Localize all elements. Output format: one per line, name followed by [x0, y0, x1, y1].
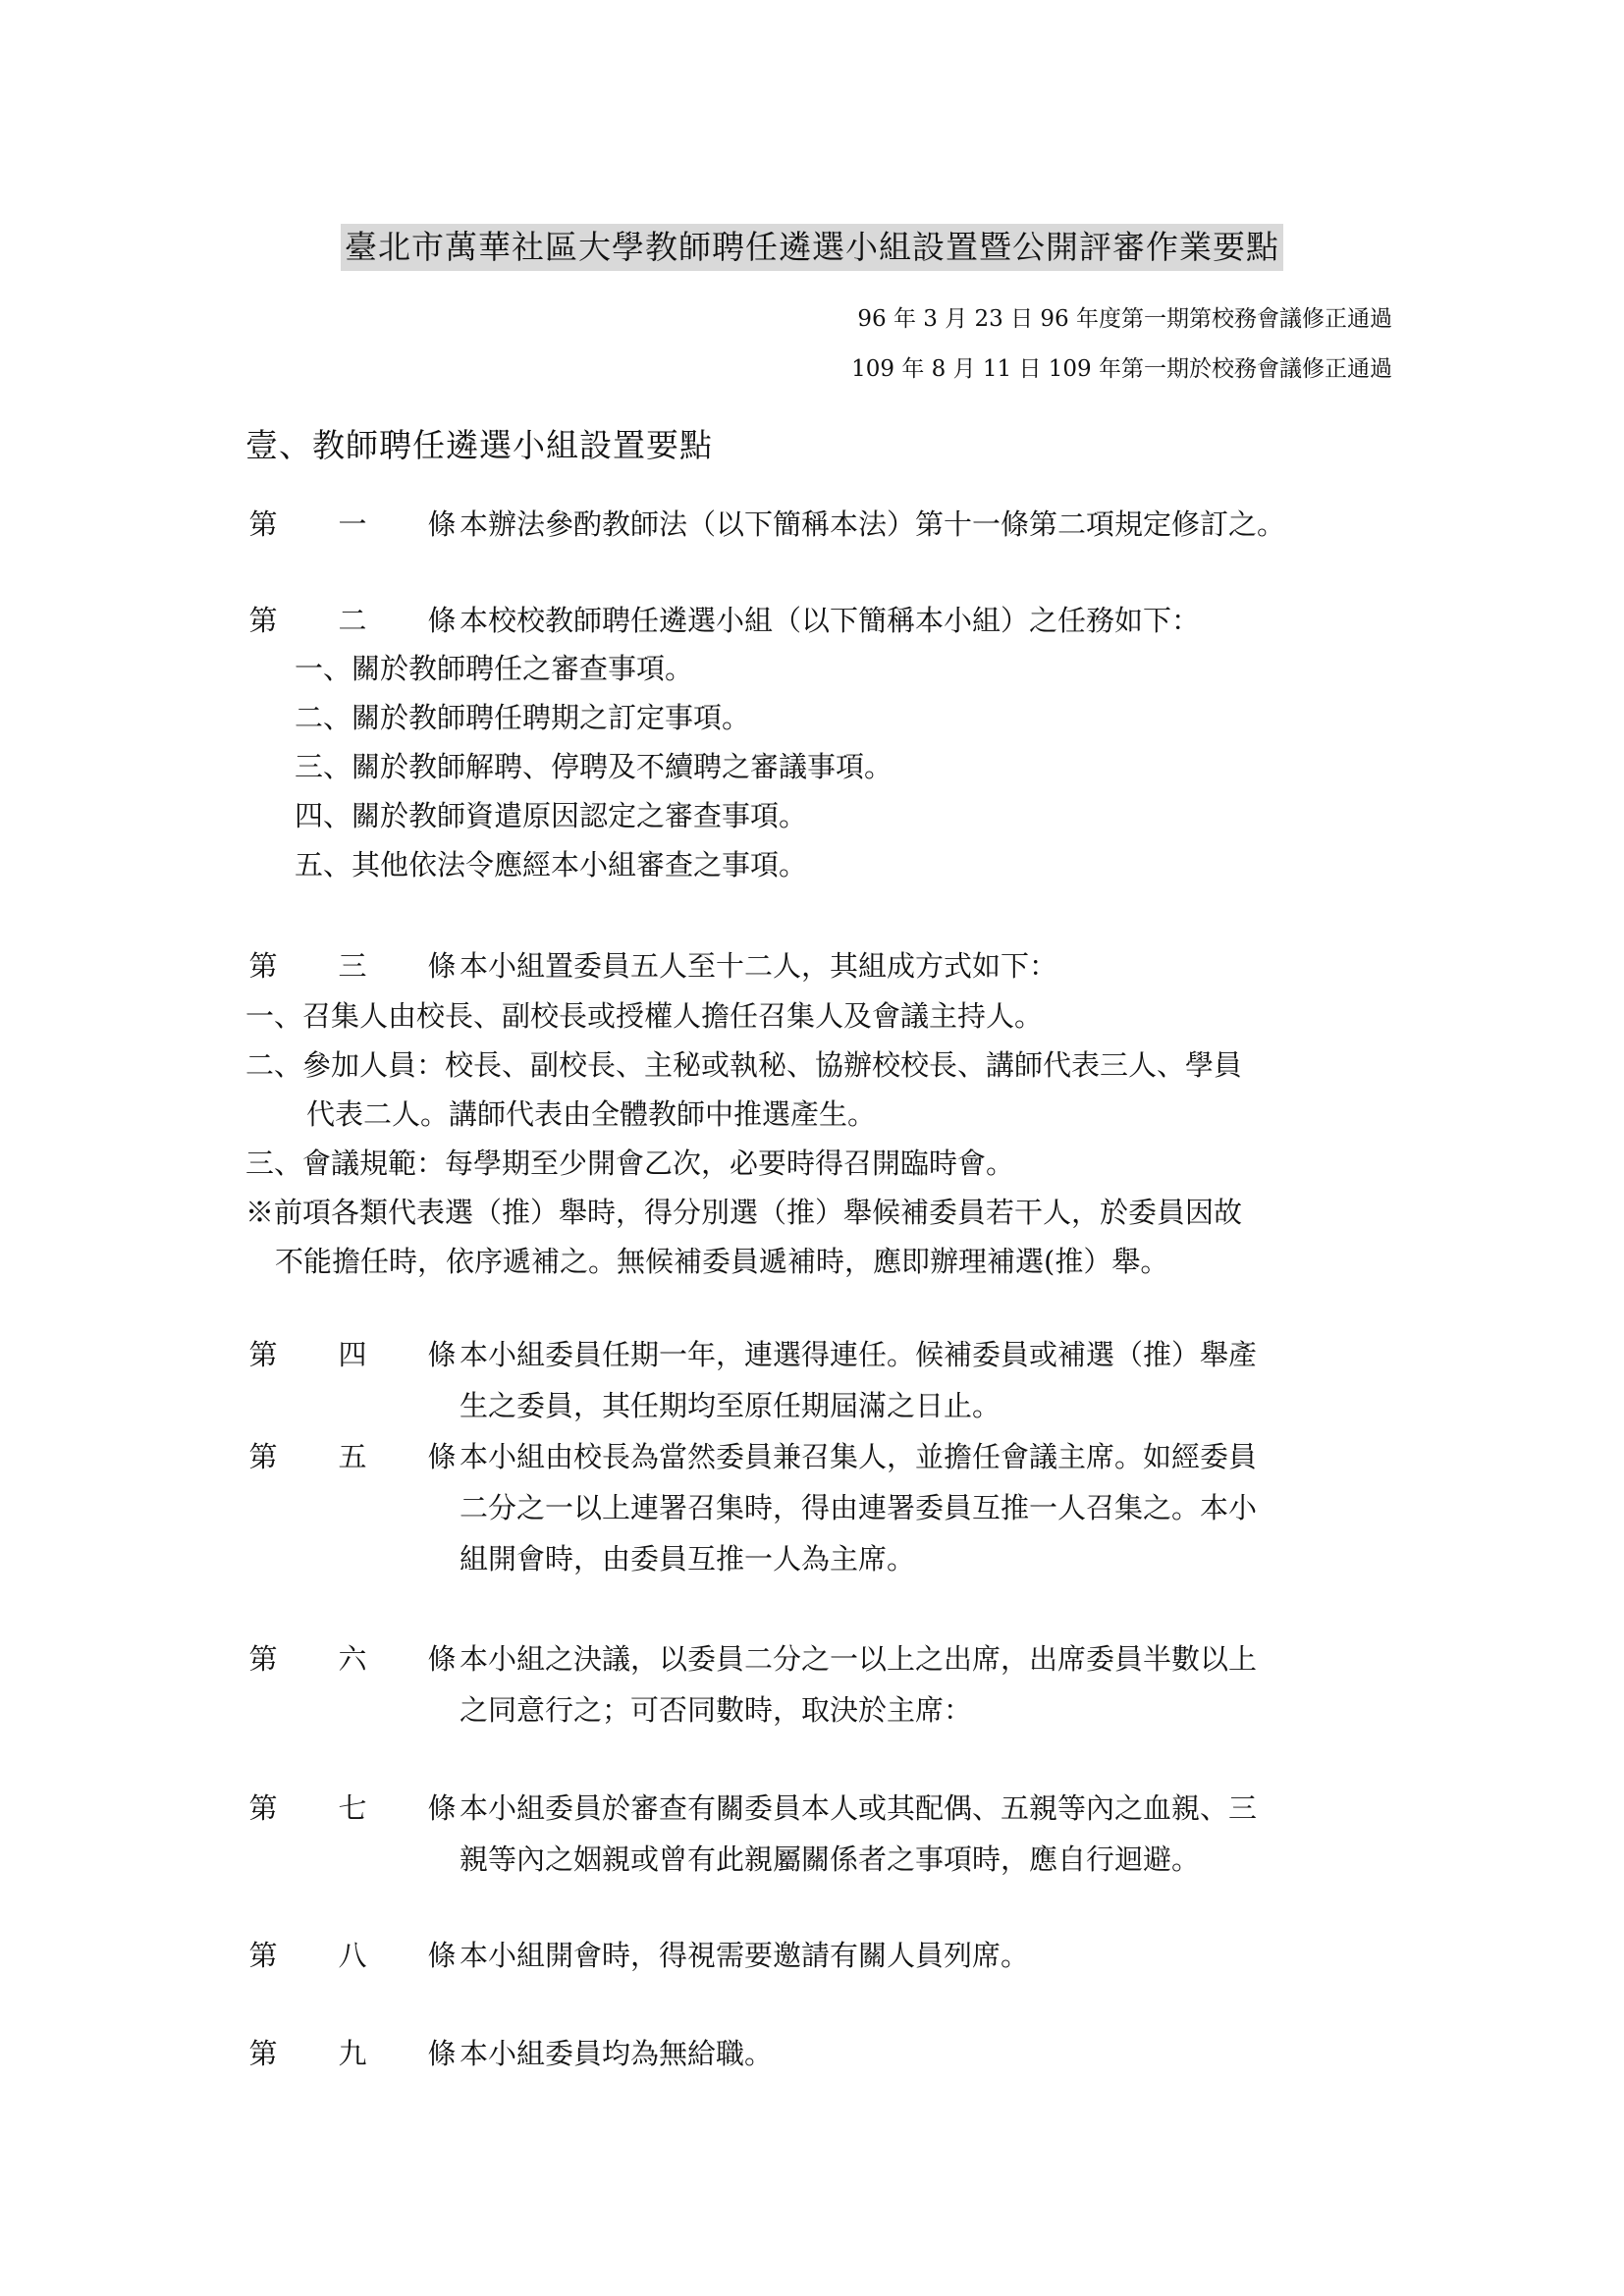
article-number-char: 五 — [338, 1440, 367, 1473]
article-2 — [245, 595, 1394, 646]
article-text: 本小組之決議，以委員二分之一以上之出席，出席委員半數以上 — [460, 1642, 1258, 1676]
list-item: 二、關於教師聘任聘期之訂定事項。 — [295, 701, 751, 734]
article-number-char: 第 — [248, 1791, 278, 1825]
article-number-char: 六 — [338, 1642, 367, 1676]
list-item: 四、關於教師資遣原因認定之審查事項。 — [295, 799, 808, 832]
article-number-char: 第 — [248, 507, 278, 541]
article-text: 本校校教師聘任遴選小組（以下簡稱本小組）之任務如下： — [460, 604, 1201, 637]
article-number-char: 條 — [427, 1338, 457, 1371]
list-item: 五、其他依法令應經本小組審查之事項。 — [295, 848, 808, 881]
article-text: 本小組開會時，得視需要邀請有關人員列席。 — [460, 1939, 1030, 1972]
article-text: 親等內之姻親或曾有此親屬關係者之事項時，應自行迴避。 — [460, 1842, 1201, 1876]
article-8 — [245, 1930, 1394, 1981]
article-number-char: 條 — [427, 1440, 457, 1473]
article-number-char: 第 — [248, 1939, 278, 1972]
article-number-char: 第 — [248, 1440, 278, 1473]
article-text: 組開會時，由委員互推一人為主席。 — [460, 1542, 916, 1575]
article-number-char: 三 — [338, 949, 367, 983]
article-number — [245, 1431, 460, 1584]
article-number — [245, 1633, 460, 1735]
list-item: 不能擔任時，依序遞補之。無候補委員遞補時，應即辦理補選(推）舉。 — [275, 1245, 1169, 1278]
amendment-note-2: 109 年 8 月 11 日 109 年第一期於校務會議修正通過 — [851, 356, 1392, 382]
article-number — [245, 940, 460, 991]
article-text: 本辦法參酌教師法（以下簡稱本法）第十一條第二項規定修訂之。 — [460, 507, 1286, 541]
article-text: 之同意行之；可否同數時，取決於主席： — [460, 1693, 973, 1727]
article-3 — [245, 940, 1394, 991]
title-wrap — [0, 224, 1624, 271]
section-heading: 壹、教師聘任遴選小組設置要點 — [245, 426, 713, 464]
article-number-char: 條 — [427, 2037, 457, 2070]
article-number-char: 七 — [338, 1791, 367, 1825]
article-text: 本小組由校長為當然委員兼召集人，並擔任會議主席。如經委員 — [460, 1440, 1258, 1473]
article-number-char: 二 — [338, 604, 367, 637]
article-number-char: 一 — [338, 507, 367, 541]
list-item: 三、關於教師解聘、停聘及不續聘之審議事項。 — [295, 750, 893, 783]
document-title: 臺北市萬華社區大學教師聘任遴選小組設置暨公開評審作業要點 — [341, 224, 1283, 271]
article-number-char: 條 — [427, 1939, 457, 1972]
article-number-char: 八 — [338, 1939, 367, 1972]
article-text: 二分之一以上連署召集時，得由連署委員互推一人召集之。本小 — [460, 1491, 1258, 1524]
article-number — [245, 1783, 460, 1885]
article-number — [245, 1329, 460, 1431]
article-3-items — [245, 991, 1242, 1286]
article-9 — [245, 2028, 1394, 2079]
article-5 — [245, 1431, 1394, 1584]
article-number-char: 第 — [248, 1642, 278, 1676]
article-text: 本小組置委員五人至十二人，其組成方式如下： — [460, 949, 1058, 983]
list-item: 三、會議規範：每學期至少開會乙次，必要時得召開臨時會。 — [245, 1147, 1015, 1180]
article-text: 本小組委員於審查有關委員本人或其配偶、五親等內之血親、三 — [460, 1791, 1258, 1825]
article-number-char: 第 — [248, 1338, 278, 1371]
article-number-char: 條 — [427, 604, 457, 637]
article-text: 本小組委員任期一年，連選得連任。候補委員或補選（推）舉產 — [460, 1338, 1258, 1371]
article-number — [245, 595, 460, 646]
article-text: 本小組委員均為無給職。 — [460, 2037, 774, 2070]
article-number-char: 第 — [248, 2037, 278, 2070]
amendment-note-1: 96 年 3 月 23 日 96 年度第一期第校務會議修正通過 — [857, 306, 1392, 332]
article-number — [245, 499, 460, 550]
list-item: ※前項各類代表選（推）舉時，得分別選（推）舉候補委員若干人，於委員因故 — [245, 1196, 1243, 1229]
article-number-char: 條 — [427, 507, 457, 541]
article-number-char: 九 — [338, 2037, 367, 2070]
article-6 — [245, 1633, 1394, 1735]
article-number — [245, 2028, 460, 2079]
list-item: 一、召集人由校長、副校長或授權人擔任召集人及會議主持人。 — [245, 999, 1044, 1033]
list-item: 一、關於教師聘任之審查事項。 — [295, 652, 694, 685]
article-number-char: 四 — [338, 1338, 367, 1371]
list-item: 代表二人。講師代表由全體教師中推選產生。 — [306, 1097, 877, 1131]
article-7 — [245, 1783, 1394, 1885]
article-number-char: 條 — [427, 1791, 457, 1825]
article-number — [245, 1930, 460, 1981]
list-item: 二、參加人員：校長、副校長、主秘或執秘、協辦校校長、講師代表三人、學員 — [245, 1048, 1243, 1082]
article-number-char: 條 — [427, 1642, 457, 1676]
article-number-char: 第 — [248, 604, 278, 637]
article-4 — [245, 1329, 1394, 1431]
article-1 — [245, 499, 1394, 550]
article-text: 生之委員，其任期均至原任期屆滿之日止。 — [460, 1389, 1001, 1422]
article-2-items — [295, 644, 893, 889]
article-number-char: 條 — [427, 949, 457, 983]
article-number-char: 第 — [248, 949, 278, 983]
